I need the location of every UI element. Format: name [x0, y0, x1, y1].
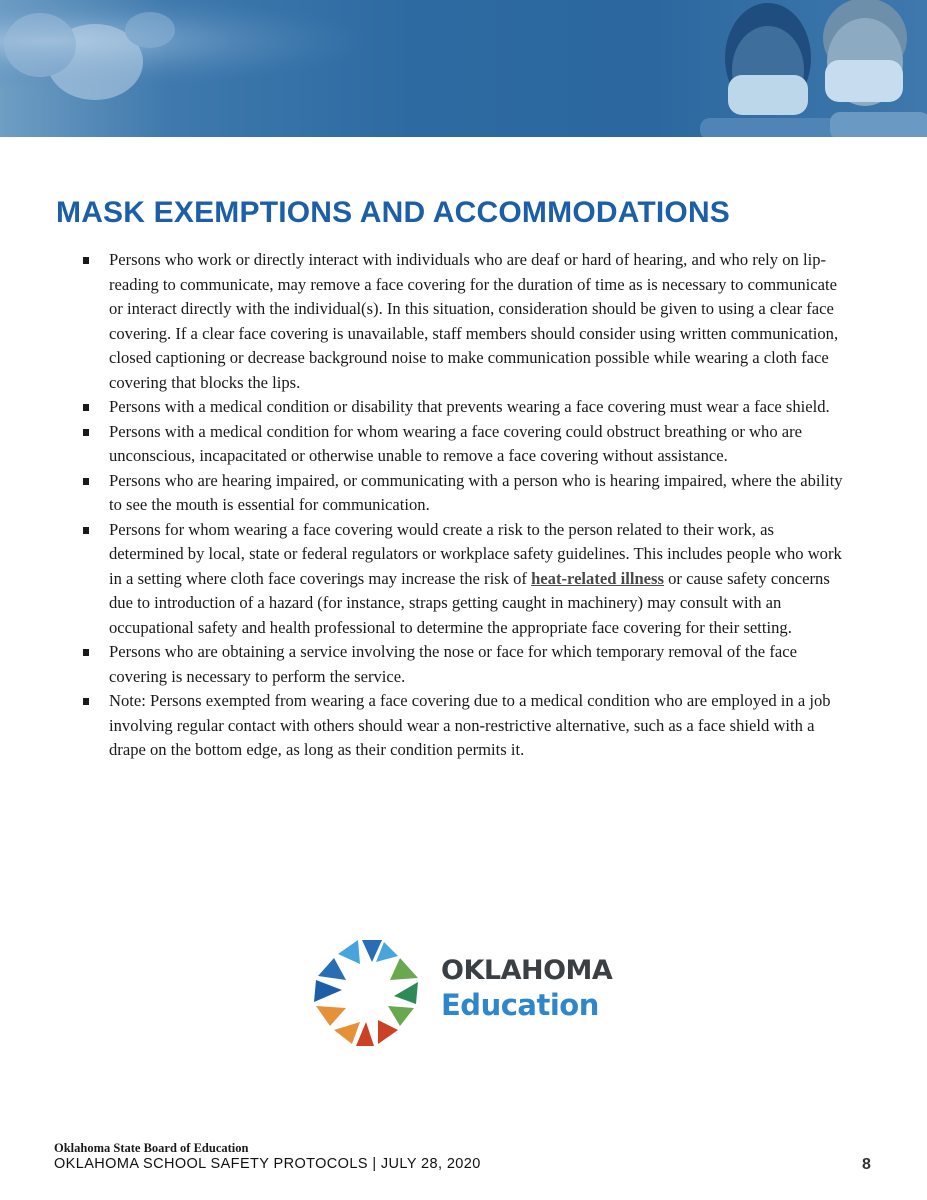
- list-item-text-after-link: or cause safety concerns due to introduction of a hazard (for instance, straps getting caught in machinery) may consult with an occupational safety and health professional to determine the appropriate face covering for their setting.: [109, 568, 830, 637]
- bullet-square-icon: [83, 478, 89, 485]
- bullet-square-icon: [83, 698, 89, 705]
- list-item: [80, 518, 850, 641]
- list-item: [80, 640, 850, 689]
- footer-document-title: OKLAHOMA SCHOOL SAFETY PROTOCOLS | JULY 28, 2020: [54, 1156, 481, 1172]
- bullet-square-icon: [83, 527, 89, 534]
- bullet-square-icon: [83, 257, 89, 264]
- list-item-text: Persons with a medical condition for whom wearing a face covering could obstruct breathing or who are unconscious, incapacitated or otherwise unable to remove a face covering without assistance.: [109, 421, 803, 465]
- header-banner: [0, 0, 927, 137]
- banner-photo-graphic: [0, 0, 927, 137]
- page-number: 8: [862, 1156, 871, 1173]
- list-item: [80, 469, 850, 518]
- list-item-text: Persons with a medical condition or disability that prevents wearing a face covering must wear a face shield.: [109, 397, 830, 416]
- list-item-text: Persons who are hearing impaired, or communicating with a person who is hearing impaired, where the ability to see the mouth is essential for communication.: [109, 470, 843, 514]
- list-item: [80, 420, 850, 469]
- page-title: MASK EXEMPTIONS AND ACCOMMODATIONS: [56, 196, 731, 229]
- list-item-text: Persons who are obtaining a service involving the nose or face for which temporary removal of the face covering is necessary to perform the service.: [109, 642, 797, 686]
- bullet-square-icon: [83, 404, 89, 411]
- bullet-square-icon: [83, 429, 89, 436]
- oklahoma-star-logo-icon: [313, 937, 423, 1047]
- list-item-text: Note: Persons exempted from wearing a face covering due to a medical condition who are employed in a job involving regular contact with others should wear a non-restrictive alternative, such as a face shield with a drape on the bottom edge, as long as their condition permits it.: [109, 691, 831, 759]
- footer-organization: Oklahoma State Board of Education: [54, 1141, 249, 1155]
- logo-text-education: Education: [441, 988, 599, 1022]
- logo-text-oklahoma: OKLAHOMA: [441, 955, 613, 986]
- list-item-text-before-link: Persons for whom wearing a face covering would create a risk to the person related to their work, as determined by local, state or federal regulators or workplace safety guidelines. This includes people who work in a setting where cloth face coverings may increase the risk of: [109, 519, 842, 588]
- heat-related-illness-link[interactable]: heat-related illness: [531, 568, 664, 588]
- list-item-text: Persons who work or directly interact with individuals who are deaf or hard of hearing, and who rely on lip-reading to communicate, may remove a face covering for the duration of time as is necessary to communicate or interact directly with the individual(s). In this situation, consideration should be given to using a clear face covering. If a clear face covering is unavailable, staff members should consider using written communication, closed captioning or decrease background noise to make communication possible while wearing a cloth face covering that blocks the lips.: [109, 250, 839, 392]
- bullet-square-icon: [83, 649, 89, 656]
- list-item: [80, 395, 850, 420]
- exemptions-list: [80, 248, 850, 763]
- list-item: [80, 248, 850, 395]
- list-item: [80, 689, 850, 763]
